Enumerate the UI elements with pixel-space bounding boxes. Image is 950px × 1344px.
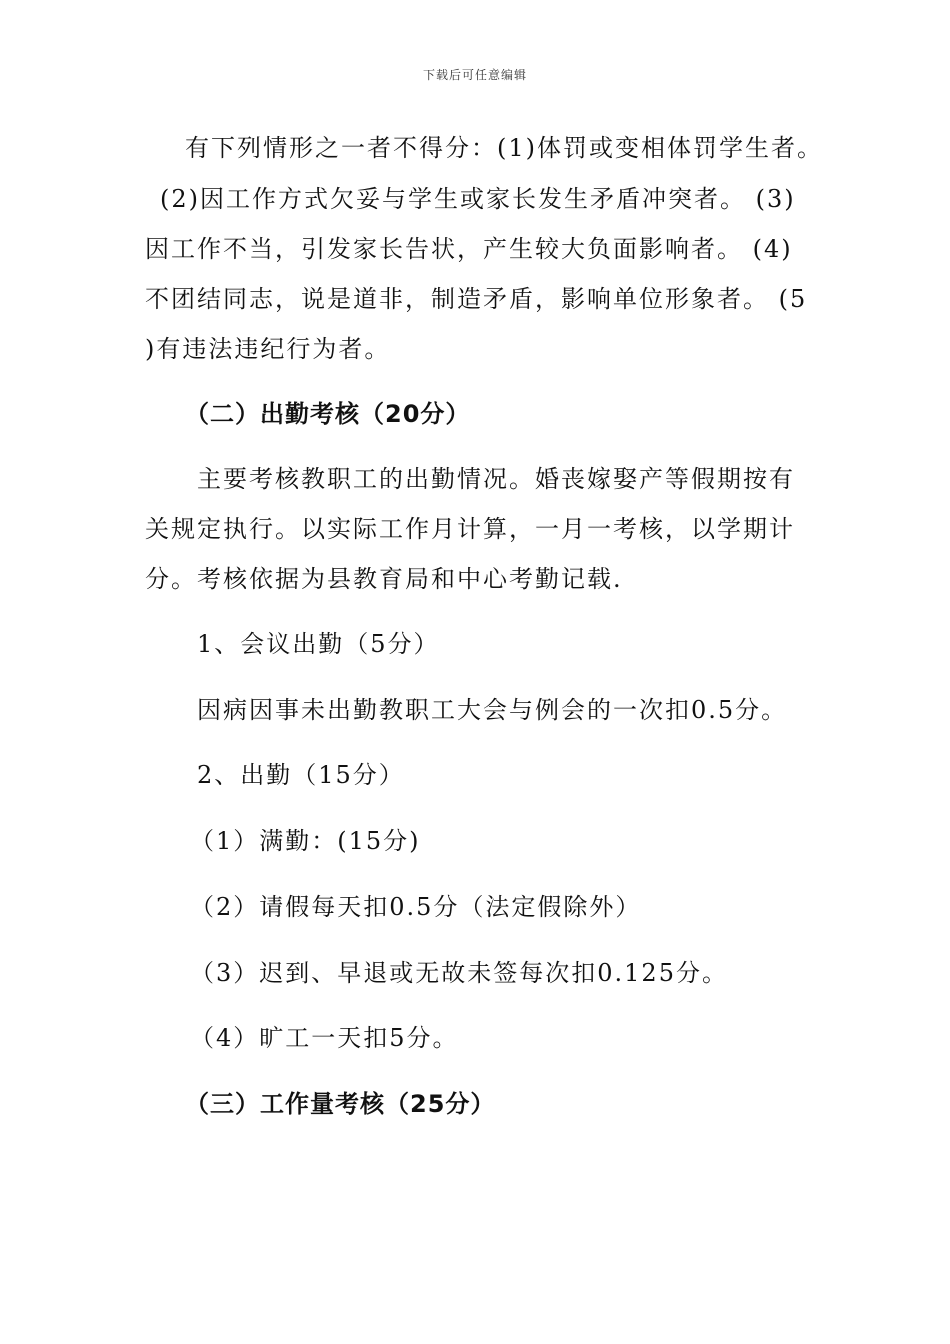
section2-heading: （二）出勤考核（20分）	[185, 400, 471, 428]
section2-intro-line-3: 分。考核依据为县教育局和中心考勤记载.	[145, 565, 623, 593]
para1-line-5: )有违法违纪行为者。	[145, 335, 391, 363]
item1-text: 因病因事未出勤教职工大会与例会的一次扣0.5分。	[197, 696, 788, 724]
section2-intro-line-1: 主要考核教职工的出勤情况。婚丧嫁娶产等假期按有	[197, 465, 795, 493]
para1-line-3: 因工作不当，引发家长告状，产生较大负面影响者。 (4)	[145, 235, 793, 263]
sub-item-1: （1）满勤：(15分)	[190, 827, 421, 855]
para1-line-2: (2)因工作方式欠妥与学生或家长发生矛盾冲突者。 (3)	[160, 185, 796, 213]
item2-title: 2、出勤（15分）	[197, 761, 405, 789]
page-header: 下载后可任意编辑	[422, 68, 527, 82]
para1-line-1: 有下列情形之一者不得分：(1)体罚或变相体罚学生者。	[185, 134, 823, 162]
section2-intro-line-2: 关规定执行。以实际工作月计算，一月一考核，以学期计	[145, 515, 795, 543]
section3-heading: （三）工作量考核（25分）	[185, 1090, 496, 1118]
sub-item-4: （4）旷工一天扣5分。	[190, 1024, 459, 1052]
sub-item-3: （3）迟到、早退或无故未签每次扣0.125分。	[190, 959, 728, 987]
para1-line-4: 不团结同志，说是道非，制造矛盾，影响单位形象者。 (5	[145, 285, 808, 313]
item1-title: 1、会议出勤（5分）	[197, 630, 440, 658]
sub-item-2: （2）请假每天扣0.5分（法定假除外）	[190, 893, 642, 921]
